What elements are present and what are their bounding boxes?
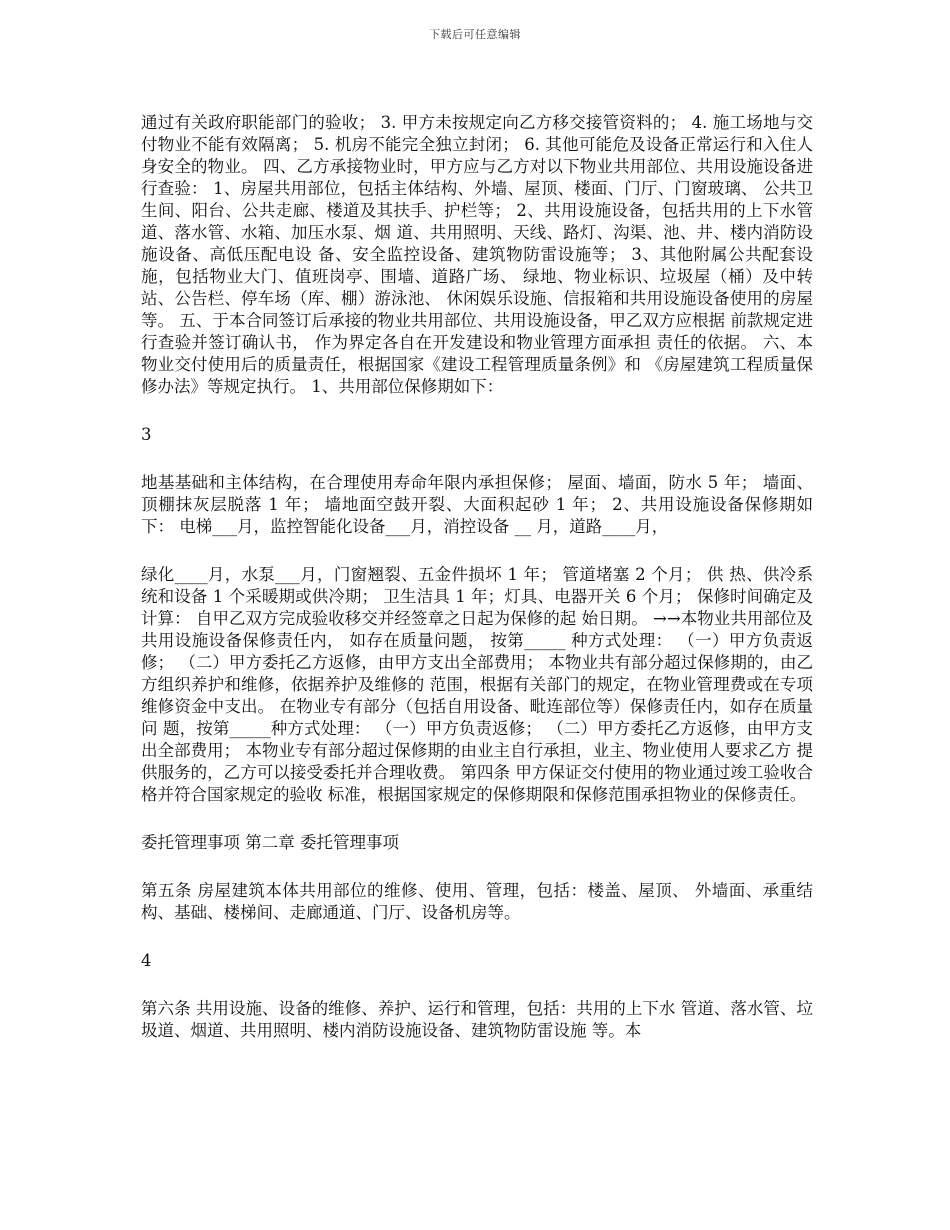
- paragraph-acceptance-inspection: 通过有关政府职能部门的验收； 3. 甲方未按规定向乙方移交接管资料的； 4. 施工场地与交付物业不能有效隔离； 5. 机房不能完全独立封闭； 6. 其他可能危及设备正常运行和入住人身安全的物业。 四、乙方承接物业时，甲方应与乙方对以下物业共用部位、共用设施设备进 行查验： 1、房屋共用部位，包括主体结构、外墙、屋顶、楼面、门厅、门窗玻璃、 公共卫生间、阳台、公共走廊、楼道及其扶手、护栏等； 2、共用设施设备，包括共用的上下水管道、落水管、水箱、加压水泵、烟 道、共用照明、天线、路灯、沟渠、池、井、楼内消防设施设备、高低压配电设 备、安全监控设备、建筑物防雷设施等； 3、其他附属公共配套设施，包括物业大门、值班岗亭、围墙、道路广场、 绿地、物业标识、垃圾屋（桶）及中转站、公告栏、停车场（库、棚）游泳池、 休闲娱乐设施、信报箱和共用设施设备使用的房屋等。 五、于本合同签订后承接的物业共用部位、共用设施设备，甲乙双方应根据 前款规定进行查验并签订确认书， 作为界定各自在开发建设和物业管理方面承担 责任的依据。 六、本物业交付使用后的质量责任，根据国家《建设工程管理质量条例》和 《房屋建筑工程质量保修办法》等规定执行。 1、共用部位保修期如下：: [141, 113, 813, 396]
- section-heading: 委托管理事项 第二章 委托管理事项: [141, 833, 399, 852]
- paragraph-article-5: 第五条 房屋建筑本体共用部位的维修、使用、管理，包括：楼盖、屋顶、 外墙面、承重结构、基础、楼梯间、走廊通道、门厅、设备机房等。: [141, 881, 813, 922]
- page-header: 下载后可任意编辑: [429, 28, 521, 41]
- document-body: [141, 112, 813, 1068]
- page-number: 3: [141, 425, 152, 444]
- paragraph-article-6: 第六条 共用设施、设备的维修、养护、运行和管理，包括：共用的上下水 管道、落水管、垃圾道、烟道、共用照明、楼内消防设施设备、建筑物防雷设施 等。本: [141, 999, 813, 1040]
- paragraph-warranty-responsibility: 绿化____月，水泵___月，门窗翘裂、五金件损坏 1 年； 管道堵塞 2 个月； 供 热、供冷系统和设备 1 个采暖期或供冷期； 卫生洁具 1 年；灯具、电器开关 6 个月； 保修时间确定及计算： 自甲乙双方完成验收移交并经签章之日起为保修的起 始日期。 →→本物业共用部位及共用设施设备保修责任内， 如存在质量问题， 按第_____ 种方式处理： （一）甲方负责返修； （二）甲方委托乙方返修，由甲方支出全部费用； 本物业共有部分超过保修期的，由乙方组织养护和维修，依据养护及维修的 范围，根据有关部门的规定，在物业管理费或在专项维修资金中支出。 在物业专有部分（包括自用设备、毗连部位等）保修责任内，如存在质量问 题，按第_____种方式处理： （一）甲方负责返修； （二）甲方委托乙方返修，由甲方支出全部费用； 本物业专有部分超过保修期的由业主自行承担，业主、物业使用人要求乙方 提供服务的，乙方可以接受委托并合理收费。 第四条 甲方保证交付使用的物业通过竣工验收合格并符合国家规定的验收 标准，根据国家规定的保修期限和保修范围承担物业的保修责任。: [141, 565, 813, 804]
- page-number: 4: [141, 951, 152, 970]
- paragraph-warranty-periods: 地基基础和主体结构，在合理使用寿命年限内承担保修； 屋面、墙面，防水 5 年； 墙面、顶棚抹灰层脱落 1 年； 墙地面空鼓开裂、大面积起砂 1 年； 2、共用设施设备保修期如下： 电梯___月，监控智能化设备___月，消控设备 __ 月，道路____月，: [141, 473, 813, 536]
